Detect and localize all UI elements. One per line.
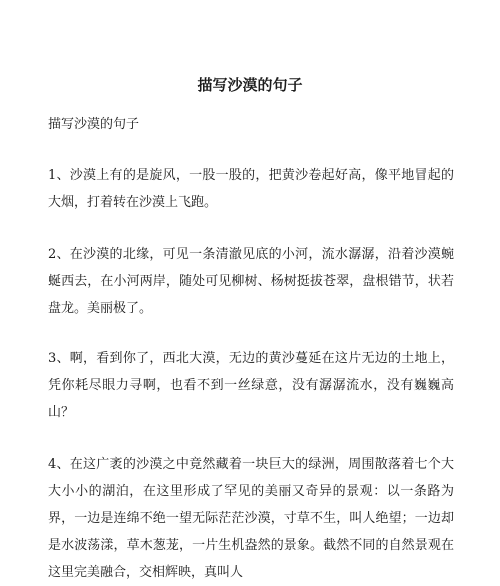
paragraph-1: 1、沙漠上有的是旋风，一股一股的，把黄沙卷起好高，像平地冒起的大烟，打着转在沙漠上飞跑。 (48, 168, 454, 210)
paragraph-2: 2、在沙漠的北缘，可见一条清澈见底的小河，流水潺潺，沿着沙漠蜿蜒西去，在小河两岸，随处可见柳树、杨树挺拔苍翠，盘根错节，状若盘龙。美丽极了。 (48, 247, 454, 316)
paragraph-3: 3、啊，看到你了，西北大漠，无边的黄沙蔓延在这片无边的土地上，凭你耗尽眼力寻啊，也看不到一丝绿意，没有潺潺流水，没有巍巍高山？ (48, 351, 454, 420)
document-title: 描写沙漠的句子 (197, 76, 303, 94)
paragraph-4: 4、在这广袤的沙漠之中竟然藏着一块巨大的绿洲，周围散落着七个大大小小的湖泊，在这里形成了罕见的美丽又奇异的景观：以一条路为界，一边是连绵不绝一望无际茫茫沙漠，寸草不生，叫人绝望；一边却是水波荡漾，草木葱茏，一片生机盎然的景象。截然不同的自然景观在这里完美融合，交相辉映，真叫人 (48, 457, 454, 580)
document-subtitle: 描写沙漠的句子 (48, 117, 140, 132)
